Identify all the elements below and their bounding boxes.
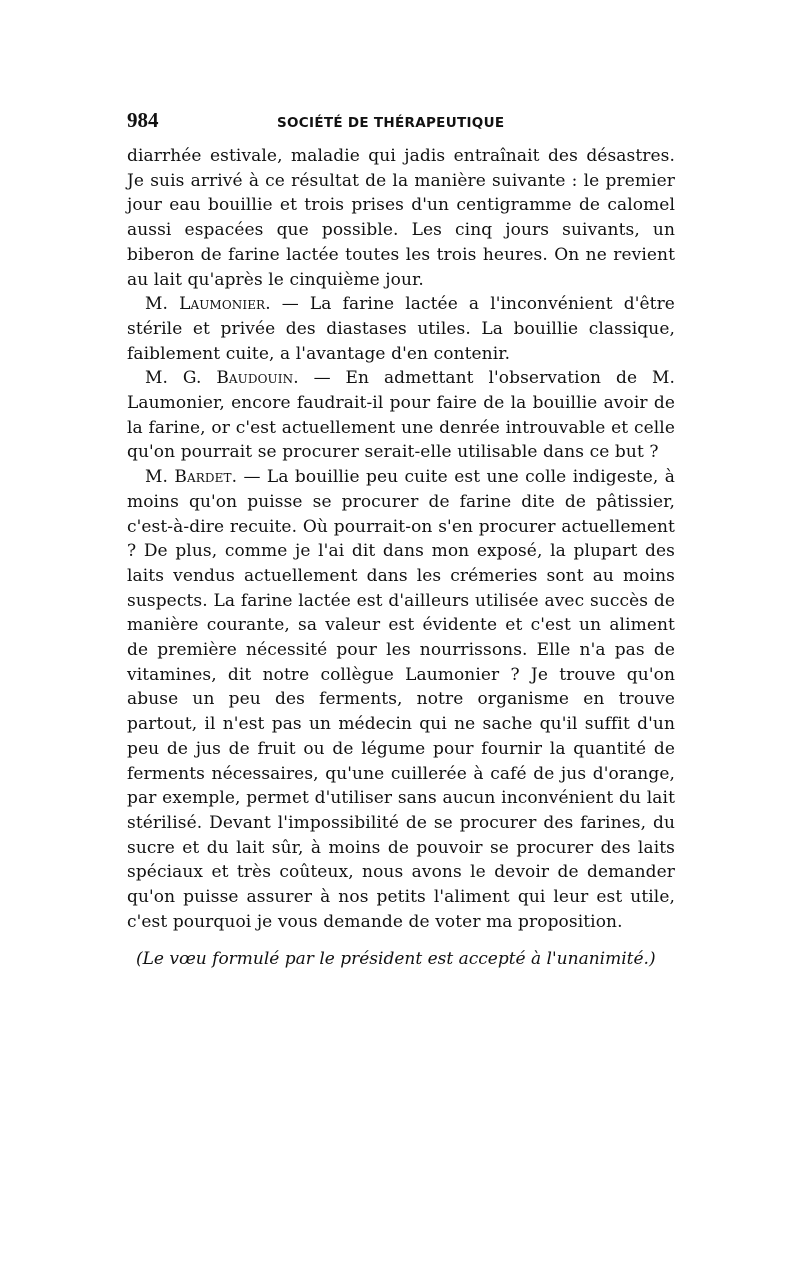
speaker-prefix: M. [145,294,169,315]
speaker-prefix: M. [145,467,169,488]
paragraph-text: — La farine lactée a l'inconvénient d'être stérile et privée des diastases utiles. La bouillie classique, faiblement cuite, a l'avantage d'en contenir. [127,294,675,364]
speaker-name: Baudouin. [216,368,299,389]
body-text [127,144,675,935]
closing-note: (Le vœu formulé par le président est accepté à l'unanimité.) [136,948,656,969]
paragraph-laumonier [127,292,675,366]
speaker-prefix: M. G. [145,368,202,389]
page-number: 984 [127,108,159,132]
paragraph-text: — La bouillie peu cuite est une colle indigeste, à moins qu'on puisse se procurer de farine dite de pâtissier, c'est-à-dire recuite. Où pourrait-on s'en procurer actuellement ? De plus, comme je l'ai dit dans mon exposé, la plupart des laits vendus actuellement dans les crémeries sont au moins suspects. La farine lactée est d'ailleurs utilisée avec succès de manière courante, sa valeur est évidente et c'est un aliment de première nécessité pour les nourrissons. Elle n'a pas de vitamines, dit notre collègue Laumonier ? Je trouve qu'on abuse un peu des ferments, notre organisme en trouve partout, il n'est pas un médecin qui ne sache qu'il suffit d'un peu de jus de fruit ou de légume pour fournir la quantité de ferments nécessaires, qu'une cuillerée à café de jus d'orange, par exemple, permet d'utiliser sans aucun inconvénient du lait stérilisé. Devant l'impossibilité de se procurer des farines, du sucre et du lait sûr, à moins de pouvoir se procurer des laits spéciaux et très coûteux, nous avons le devoir de demander qu'on puisse assurer à nos petits l'aliment qui leur est utile, c'est pourquoi je vous demande de voter ma proposition. [127,467,675,932]
speaker-name: Laumonier. [179,294,271,315]
page-header [127,108,675,138]
running-head: SOCIÉTÉ DE THÉRAPEUTIQUE [277,115,505,131]
paragraph-text: diarrhée estivale, maladie qui jadis entraînait des désastres. Je suis arrivé à ce résultat de la manière suivante : le premier jour eau bouillie et trois prises d'un centigramme de calomel aussi espacées que possible. Les cinq jours suivants, un biberon de farine lactée toutes les trois heures. On ne revient au lait qu'après le cinquième jour. [127,146,675,290]
paragraph-bardet [127,465,675,934]
speaker-name: Bardet. [174,467,238,488]
paragraph-text: — En admettant l'observation de M. Laumonier, encore faudrait-il pour faire de la bouillie avoir de la farine, or c'est actuellement une denrée introuvable et celle qu'on pourrait se procurer serait-elle utilisable dans ce but ? [127,368,675,463]
paragraph-continuation [127,144,675,292]
document-page [127,108,675,969]
paragraph-baudouin [127,366,675,465]
